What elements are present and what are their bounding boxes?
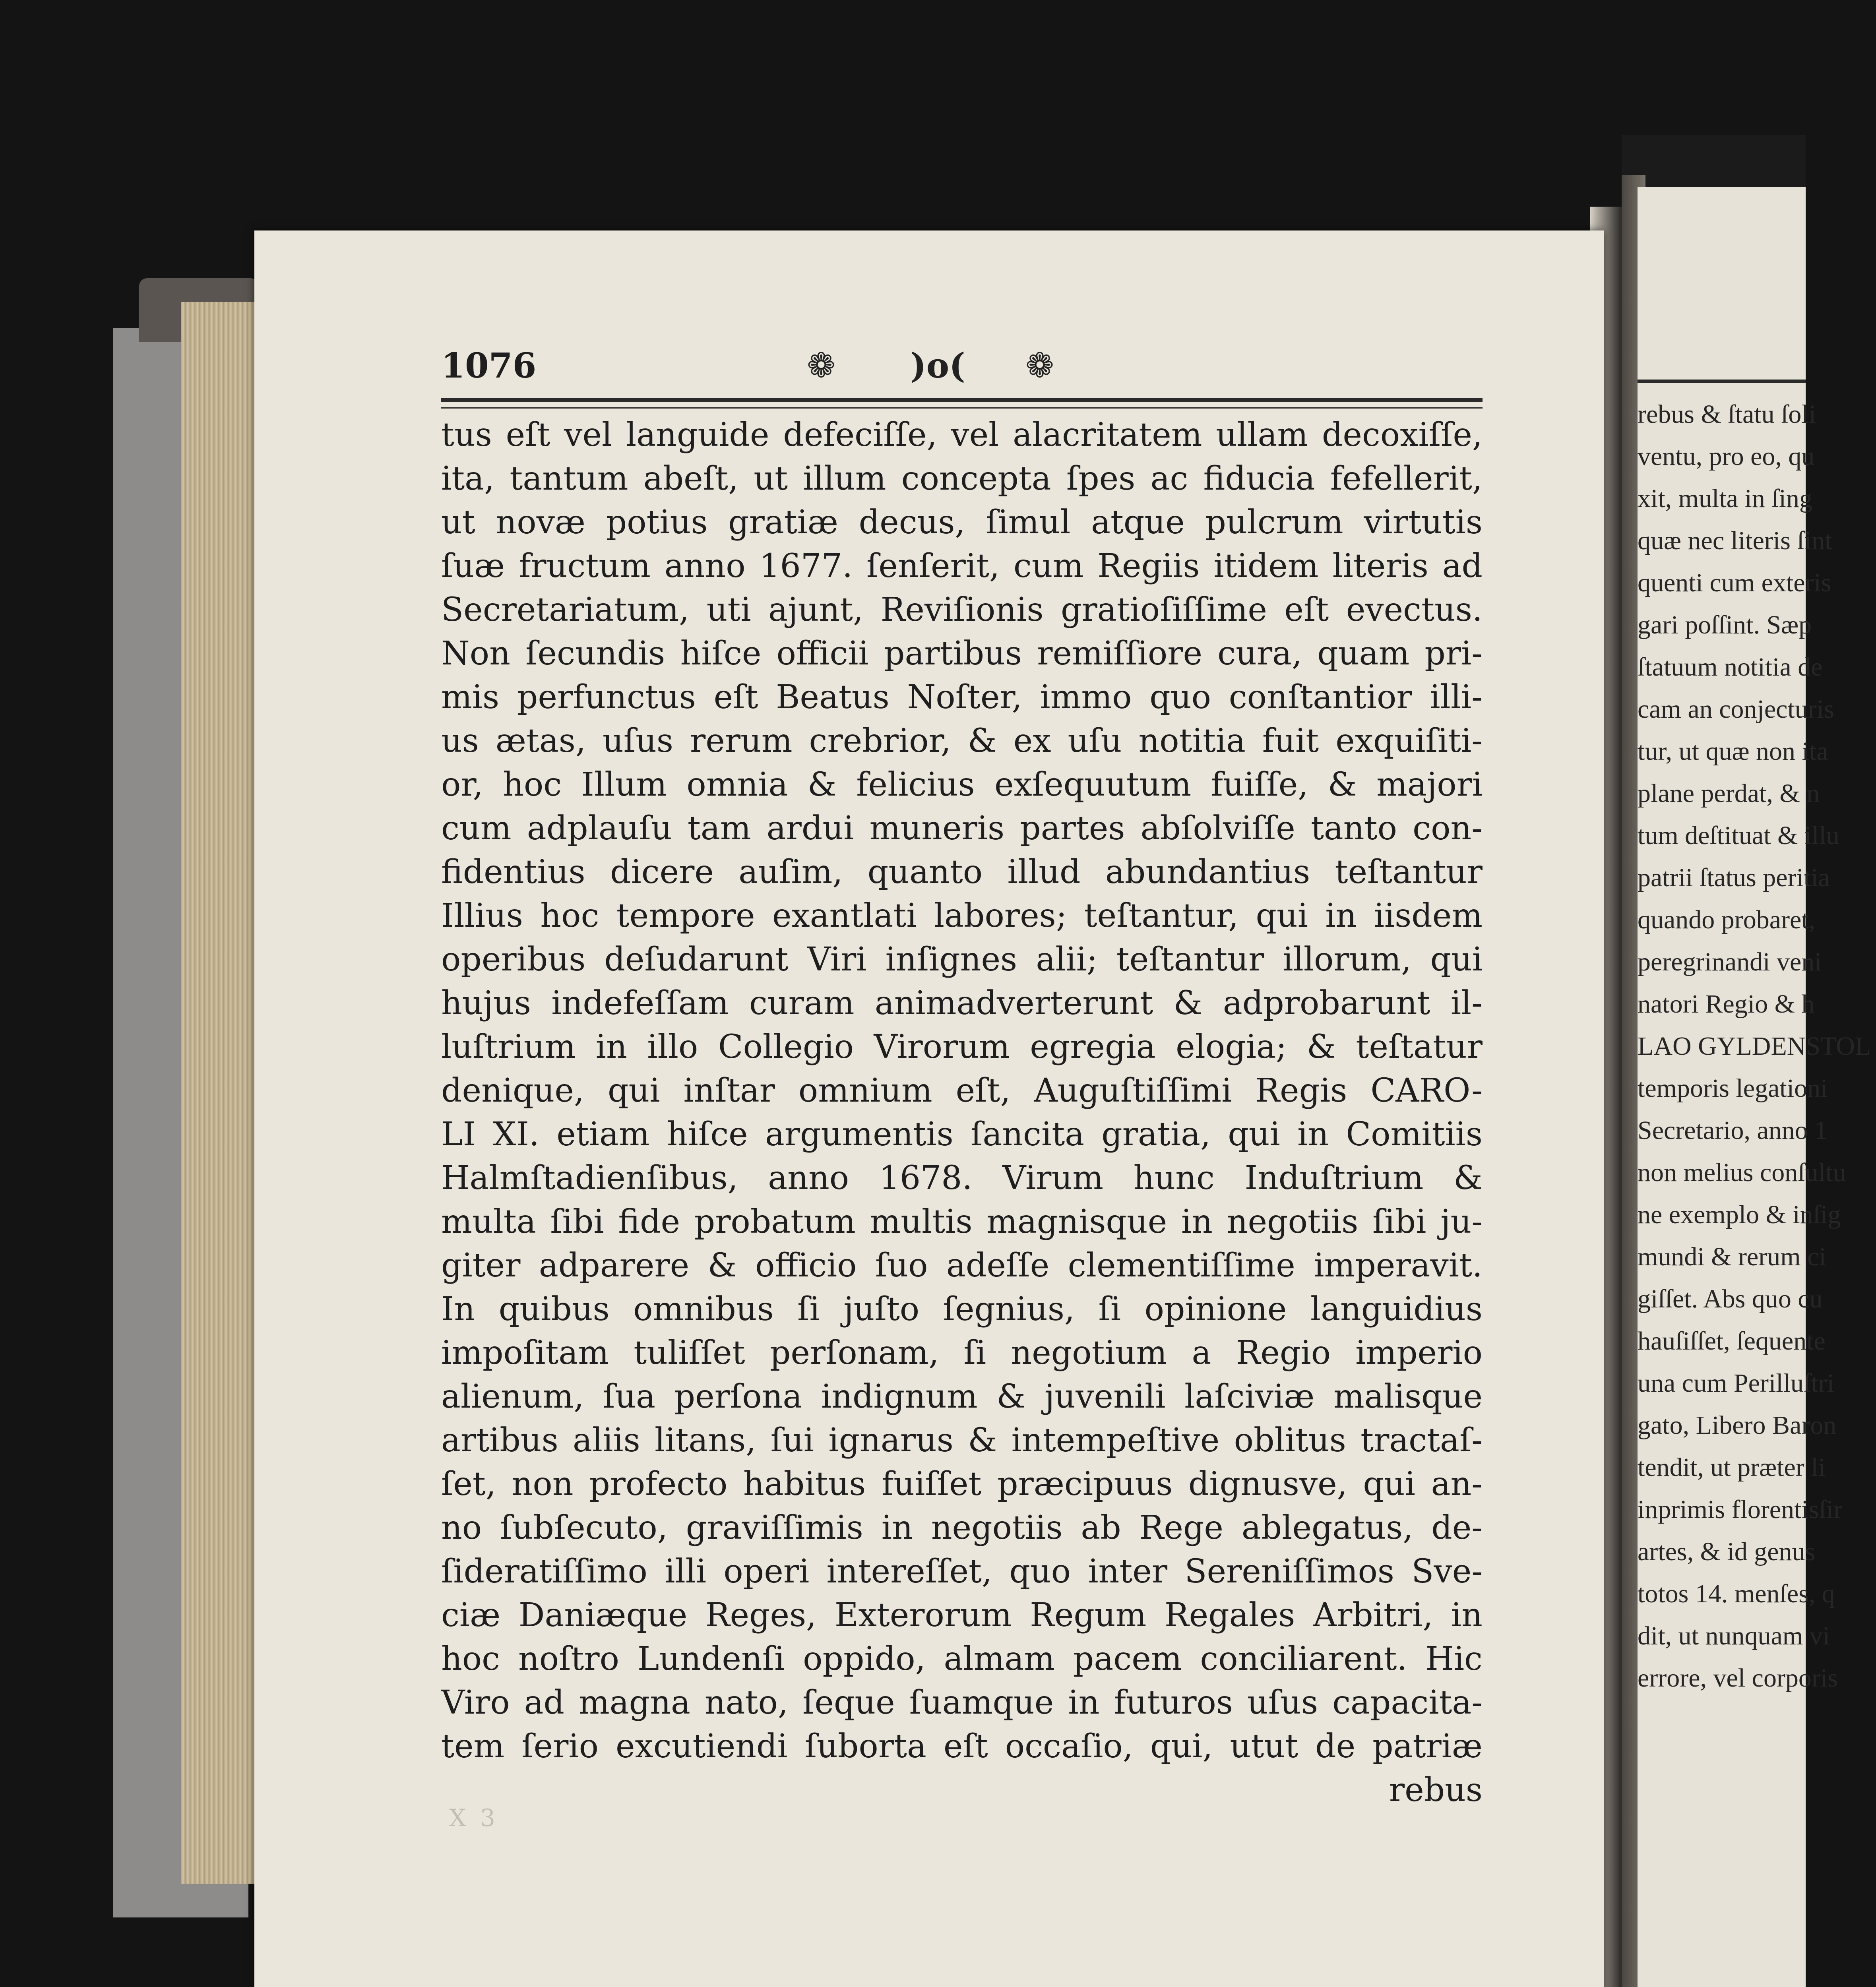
running-header	[441, 346, 1483, 393]
page-body	[441, 413, 1483, 1812]
text-line: alienum, ſua perſona indignum & juvenili laſciviæ malisque	[441, 1378, 1483, 1416]
facing-text-line: ſtatuum notitia de	[1638, 653, 1823, 682]
facing-text-line: tum deſtituat & illu	[1638, 821, 1839, 850]
facing-text-line: temporis legationi	[1638, 1074, 1828, 1103]
facing-text-line: rebus & ſtatu ſoli	[1638, 400, 1816, 429]
text-line: hoc noſtro Lundenſi oppido, almam pacem conciliarent. Hic	[441, 1640, 1483, 1678]
text-line: ut novæ potius gratiæ decus, ſimul atque pulcrum virtutis	[441, 504, 1483, 541]
flower-ornament-icon: ❁	[1025, 346, 1054, 385]
text-line: ita, tantum abeſt, ut illum concepta ſpes ac fiducia fefellerit,	[441, 460, 1483, 498]
facing-text-line: totos 14. menſes, q	[1638, 1579, 1835, 1608]
text-line: Halmſtadienſibus, anno 1678. Virum hunc Induſtrium &	[441, 1159, 1483, 1197]
text-line: multa ſibi fide probatum multis magnisque in negotiis ſibi ju-	[441, 1203, 1483, 1241]
text-line: impoſitam tuliſſet perſonam, ſi negotium a Regio imperio	[441, 1334, 1483, 1372]
facing-text-line: peregrinandi veni	[1638, 947, 1822, 976]
facing-text-line: non melius conſultu	[1638, 1158, 1846, 1187]
facing-text-line: quando probaret,	[1638, 905, 1816, 934]
text-line: denique, qui inſtar omnium eſt, Auguſtiſſimi Regis CARO-	[441, 1072, 1483, 1110]
text-line: Secretariatum, uti ajunt, Reviſionis gratioſiſſime eſt evectus.	[441, 591, 1483, 629]
facing-text-line: dit, ut nunquam vi	[1638, 1621, 1830, 1650]
text-line: mis perfunctus eſt Beatus Noſter, immo quo conſtantior illi-	[441, 678, 1483, 716]
text-line: hujus indefeſſam curam animadverterunt & adprobarunt il-	[441, 984, 1483, 1022]
facing-text-line: Secretario, anno 1	[1638, 1116, 1828, 1145]
facing-text-line: ventu, pro eo, qu	[1638, 442, 1815, 471]
text-line: cum adplauſu tam ardui muneris partes abſolviſſe tanto con-	[441, 810, 1483, 847]
facing-text-line: tendit, ut præter li	[1638, 1453, 1826, 1482]
text-line: fidentius dicere auſim, quanto illud abundantius teſtantur	[441, 853, 1483, 891]
facing-text-line: tur, ut quæ non ita	[1638, 737, 1828, 766]
text-line: In quibus omnibus ſi juſto ſegnius, ſi opinione languidius	[441, 1290, 1483, 1328]
text-line: ſet, non profecto habitus fuiſſet præcipuus dignusve, qui an-	[441, 1465, 1483, 1503]
facing-text-line: hauſiſſet, ſequente	[1638, 1327, 1826, 1356]
text-line: us ætas, uſus rerum crebrior, & ex uſu notitia fuit exquiſiti-	[441, 722, 1483, 760]
facing-page-body	[1638, 393, 1876, 1699]
text-line: tus eſt vel languide defeciſſe, vel alacritatem ullam decoxiſſe,	[441, 416, 1483, 454]
facing-text-line: quenti cum exteris	[1638, 568, 1831, 597]
text-line: or, hoc Illum omnia & felicius exſequutum fuiſſe, & majori	[441, 766, 1483, 804]
header-rule	[441, 398, 1483, 409]
center-ornament: )o(	[910, 346, 965, 386]
facing-text-line: cam an conjecturis	[1638, 695, 1834, 724]
facing-text-line: quæ nec literis ſint	[1638, 526, 1832, 555]
facing-text-line: gari poſſint. Sæp	[1638, 610, 1812, 639]
facing-text-line: patrii ſtatus peritia	[1638, 863, 1830, 892]
text-line: tem ſerio excutiendi ſuborta eſt occaſio, qui, utut de patriæ	[441, 1727, 1483, 1765]
text-line: luſtrium in illo Collegio Virorum egregia elogia; & teſtatur	[441, 1028, 1483, 1066]
text-line: artibus aliis litans, ſui ignarus & intempeſtive oblitus tractaſ-	[441, 1421, 1483, 1459]
text-line: ciæ Daniæque Reges, Exterorum Regum Regales Arbitri, in	[441, 1596, 1483, 1634]
signature-mark: X 3	[449, 1804, 498, 1832]
facing-text-line: errore, vel corporis	[1638, 1664, 1838, 1693]
facing-text-line: giſſet. Abs quo cu	[1638, 1284, 1823, 1313]
page-number: 1076	[441, 346, 537, 386]
text-line: no ſubſecuto, graviſſimis in negotiis ab Rege ablegatus, de-	[441, 1509, 1483, 1547]
facing-text-line: mundi & rerum ci	[1638, 1242, 1826, 1271]
text-line: operibus deſudarunt Viri inſignes alii; teſtantur illorum, qui	[441, 941, 1483, 978]
facing-text-line: natori Regio & h	[1638, 990, 1815, 1019]
facing-text-line: artes, & id genus	[1638, 1537, 1816, 1566]
text-line: Viro ad magna nato, ſeque ſuamque in futuros uſus capacita-	[441, 1684, 1483, 1722]
text-line: Non ſecundis hiſce officii partibus remiſſiore cura, quam pri-	[441, 635, 1483, 672]
facing-text-line: xit, multa in ſing	[1638, 484, 1812, 513]
text-line: ſideratiſſimo illi operi intereſſet, quo inter Sereniſſimos Sve-	[441, 1553, 1483, 1590]
text-line: ſuæ fructum anno 1677. ſenſerit, cum Regiis itidem literis ad	[441, 547, 1483, 585]
flower-ornament-icon: ❁	[807, 346, 836, 385]
facing-text-line: LAO GYLDENSTOL	[1638, 1032, 1871, 1061]
text-line: Illius hoc tempore exantlati labores; teſtantur, qui in iisdem	[441, 897, 1483, 935]
text-line: giter adparere & officio ſuo adeſſe clementiſſime imperavit.	[441, 1247, 1483, 1284]
facing-header-rule	[1638, 380, 1806, 383]
catchword: rebus	[1389, 1771, 1483, 1809]
facing-text-line: una cum Perilluſtri	[1638, 1369, 1834, 1398]
facing-text-line: plane perdat, & n	[1638, 779, 1820, 808]
facing-text-line: inprimis florentisſir	[1638, 1495, 1843, 1524]
facing-text-line: ne exemplo & inſig	[1638, 1200, 1841, 1229]
facing-text-line: gato, Libero Baron	[1638, 1411, 1837, 1440]
text-line: LI XI. etiam hiſce argumentis ſancita gratia, qui in Comitiis	[441, 1116, 1483, 1153]
